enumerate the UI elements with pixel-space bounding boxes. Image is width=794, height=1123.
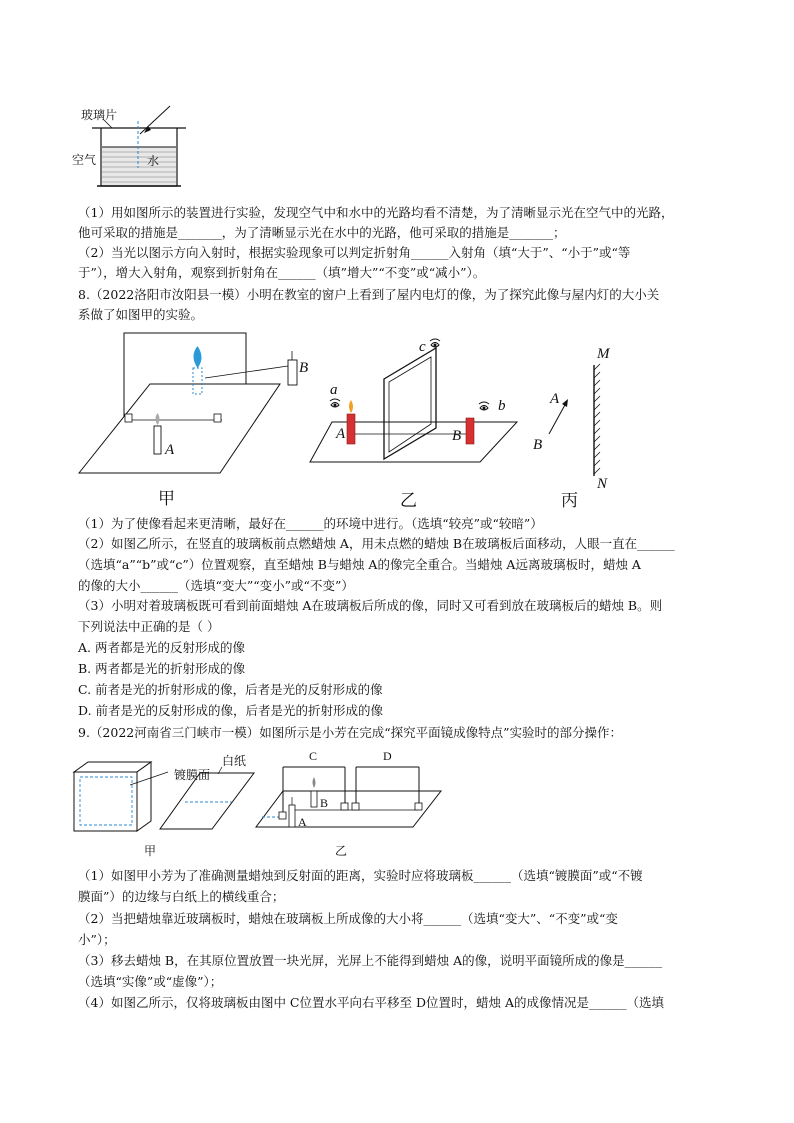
label-bing-B: B	[533, 437, 543, 453]
label-air: 空气	[72, 153, 97, 167]
q9-stem: 9.（2022河南省三门峡市一模）如图所示是小芳在完成“探究平面镜成像特点”实验时的部分操作：	[78, 725, 623, 740]
q8-part3-line2: 下列说法中正确的是（ ）	[78, 619, 220, 634]
q8-option-a: A. 两者都是光的反射形成的像	[78, 640, 245, 655]
q9-part2-line1: （2）当把蜡烛靠近玻璃板时，蜡烛在玻璃板上所成像的大小将______（选填“变大”、“不变”或“变	[78, 911, 618, 926]
q7-part1-line1: （1）用如图所示的装置进行实验，发现空气中和水中的光路均看不清楚，为了清晰显示光在空气中的光路，	[78, 205, 674, 220]
q8-part1: （1）为了使像看起来更清晰，最好在______的环境中进行。（选填“较亮”或“较暗”）	[78, 516, 543, 531]
q9-part3-line1: （3）移去蜡烛 B，在其原位置放置一块光屏，光屏上不能得到蜡烛 A的像，说明平面镜所成的像是______	[78, 953, 663, 968]
q8-part2-line3: 的像的大小______（选填“变大”“变小”或“不变”）	[78, 578, 354, 593]
q9-part3-line2: （选填“实像”或“虚像”）；	[78, 974, 223, 989]
label-yi-a: a	[330, 382, 338, 398]
q8-stem-line2: 系做了如图甲的实验。	[78, 307, 204, 322]
q7-part2-line2: 于”），增大入射角，观察到折射角在______（填”增大”“不变”或“减小”）。	[78, 265, 486, 280]
label-coated-face: 镀膜面	[174, 768, 211, 782]
q8-option-c: C. 前者是光的折射形成的像，后者是光的反射形成的像	[78, 682, 383, 697]
q7-part1-line2: 他可采取的措施是_______，为了清晰显示光在水中的光路，他可采取的措施是_______；	[78, 225, 566, 240]
label-glass-plate: 玻璃片	[81, 108, 118, 122]
label-jia-A: A	[165, 442, 175, 458]
label-yi-c: c	[419, 339, 426, 355]
label-A: A	[298, 815, 307, 829]
q9-part1-line2: 膜面”）的边缘与白纸上的横线重合；	[78, 889, 285, 904]
label-yi-b: b	[498, 398, 506, 414]
label-water: 水	[147, 154, 160, 168]
label-B: B	[320, 796, 329, 810]
label-bing-M: M	[597, 346, 610, 362]
label-yi-A: A	[336, 426, 346, 442]
q8-option-b: B. 两者都是光的折射形成的像	[78, 661, 246, 676]
q8-stem-line1: 8.（2022洛阳市汝阳县一模）小明在教室的窗户上看到了屋内电灯的像，为了探究此像与屋内灯的大小关	[78, 287, 660, 302]
label-jia-B: B	[299, 360, 309, 376]
q8-option-d: D. 前者是光的反射形成的像，后者是光的折射形成的像	[78, 703, 384, 718]
label-white-paper: 白纸	[222, 754, 247, 768]
q7-part2-line1: （2）当光以图示方向入射时，根据实验现象可以判定折射角______入射角（填“大于”、“小于”或“等	[78, 245, 631, 260]
caption-q9-yi: 乙	[335, 844, 348, 858]
q9-part2-line2: 小”）；	[78, 932, 116, 947]
caption-jia: 甲	[158, 489, 175, 508]
label-bing-N: N	[597, 476, 608, 492]
label-C: C	[309, 749, 318, 763]
caption-q9-jia: 甲	[144, 844, 157, 858]
q8-part2-line2: （选填“a”“b”或“c”）位置观察，直至蜡烛 B与蜡烛 A的像完全重合。当蜡烛 A远离玻璃板时，蜡烛 A	[78, 557, 641, 572]
caption-bing: 丙	[561, 491, 578, 510]
caption-yi: 乙	[400, 491, 417, 510]
q8-part2-line1: （2）如图乙所示，在竖直的玻璃板前点燃蜡烛 A，用未点燃的蜡烛 B在玻璃板后面移动，人眼一直在______	[78, 536, 675, 551]
label-bing-A: A	[550, 391, 560, 407]
label-D: D	[383, 749, 392, 763]
q9-part4: （4）如图乙所示，仅将玻璃板由图中 C位置水平向右平移至 D位置时，蜡烛 A的成像情况是______（选填	[78, 995, 664, 1010]
q9-part1-line1: （1）如图甲小芳为了准确测量蜡烛到反射面的距离，实验时应将玻璃板______（选填“镀膜面”或“不镀	[78, 868, 643, 883]
q8-part3-line1: （3）小明对着玻璃板既可看到前面蜡烛 A在玻璃板后所成的像，同时又可看到放在玻璃板后的蜡烛 B。则	[78, 598, 663, 613]
label-yi-B: B	[452, 428, 462, 444]
